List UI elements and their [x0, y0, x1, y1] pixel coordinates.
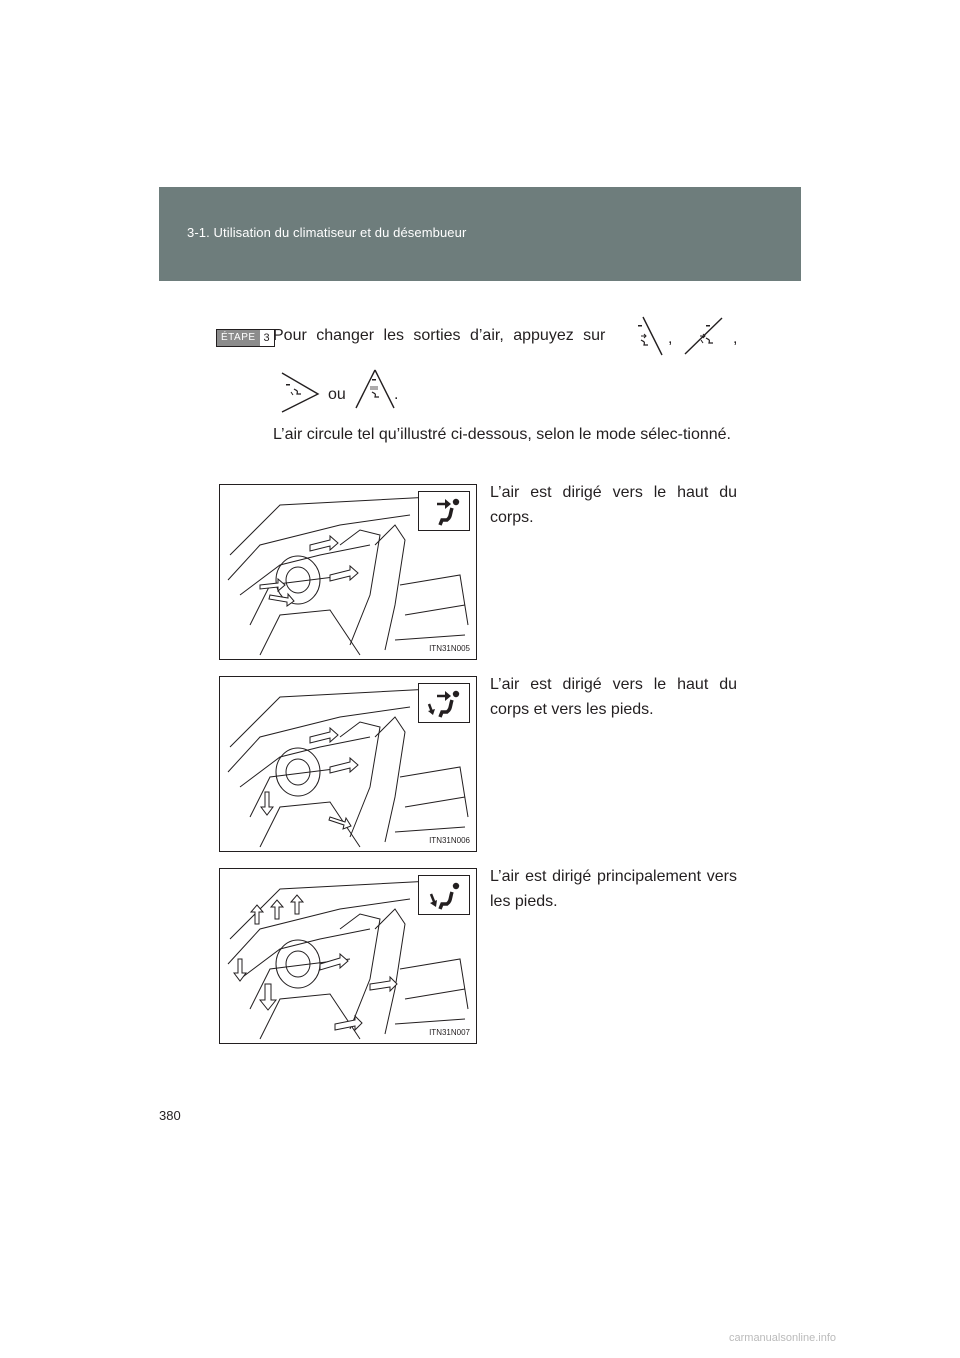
face-mode-button-icon [621, 314, 665, 358]
mode-indicator [418, 683, 470, 723]
page-number: 380 [159, 1108, 181, 1123]
figure-foot-mode [219, 868, 477, 1044]
comma-2: , [733, 330, 738, 347]
figure-code: ITN31N005 [429, 644, 470, 653]
figure-code: ITN31N007 [429, 1028, 470, 1037]
foot-defroster-mode-button-icon [353, 367, 397, 411]
or-word: ou [328, 386, 346, 403]
mode-indicator [418, 875, 470, 915]
comma-1: , [668, 330, 673, 347]
step-description: L’air circule tel qu’illustré ci-dessous, selon le mode sélec-tionné. [273, 426, 731, 443]
figure-description: L’air est dirigé vers le haut du corps. [490, 484, 737, 526]
section-title: 3-1. Utilisation du climatiseur et du désembueur [187, 225, 467, 240]
bi-level-mode-button-icon [682, 314, 726, 358]
bi-level-mode-icon [419, 684, 469, 722]
mode-indicator [418, 491, 470, 531]
figure-code: ITN31N006 [429, 836, 470, 845]
figure-bi-level-mode [219, 676, 477, 852]
step-badge-number: 3 [260, 330, 274, 346]
step-instruction [273, 327, 746, 345]
face-mode-icon [419, 492, 469, 530]
step-badge [216, 329, 275, 347]
section-header [159, 187, 801, 281]
period: . [394, 386, 399, 403]
figure-description: L’air est dirigé principalement vers les pieds. [490, 868, 737, 910]
figure-face-mode [219, 484, 477, 660]
step-instruction-text: Pour changer les sorties d’air, appuyez sur [273, 327, 606, 344]
watermark: carmanualsonline.info [729, 1332, 837, 1344]
figure-description: L’air est dirigé vers le haut du corps et vers les pieds. [490, 676, 737, 718]
step-badge-word: ÉTAPE [217, 330, 260, 346]
foot-mode-button-icon [278, 370, 322, 414]
foot-mode-icon [419, 876, 469, 914]
